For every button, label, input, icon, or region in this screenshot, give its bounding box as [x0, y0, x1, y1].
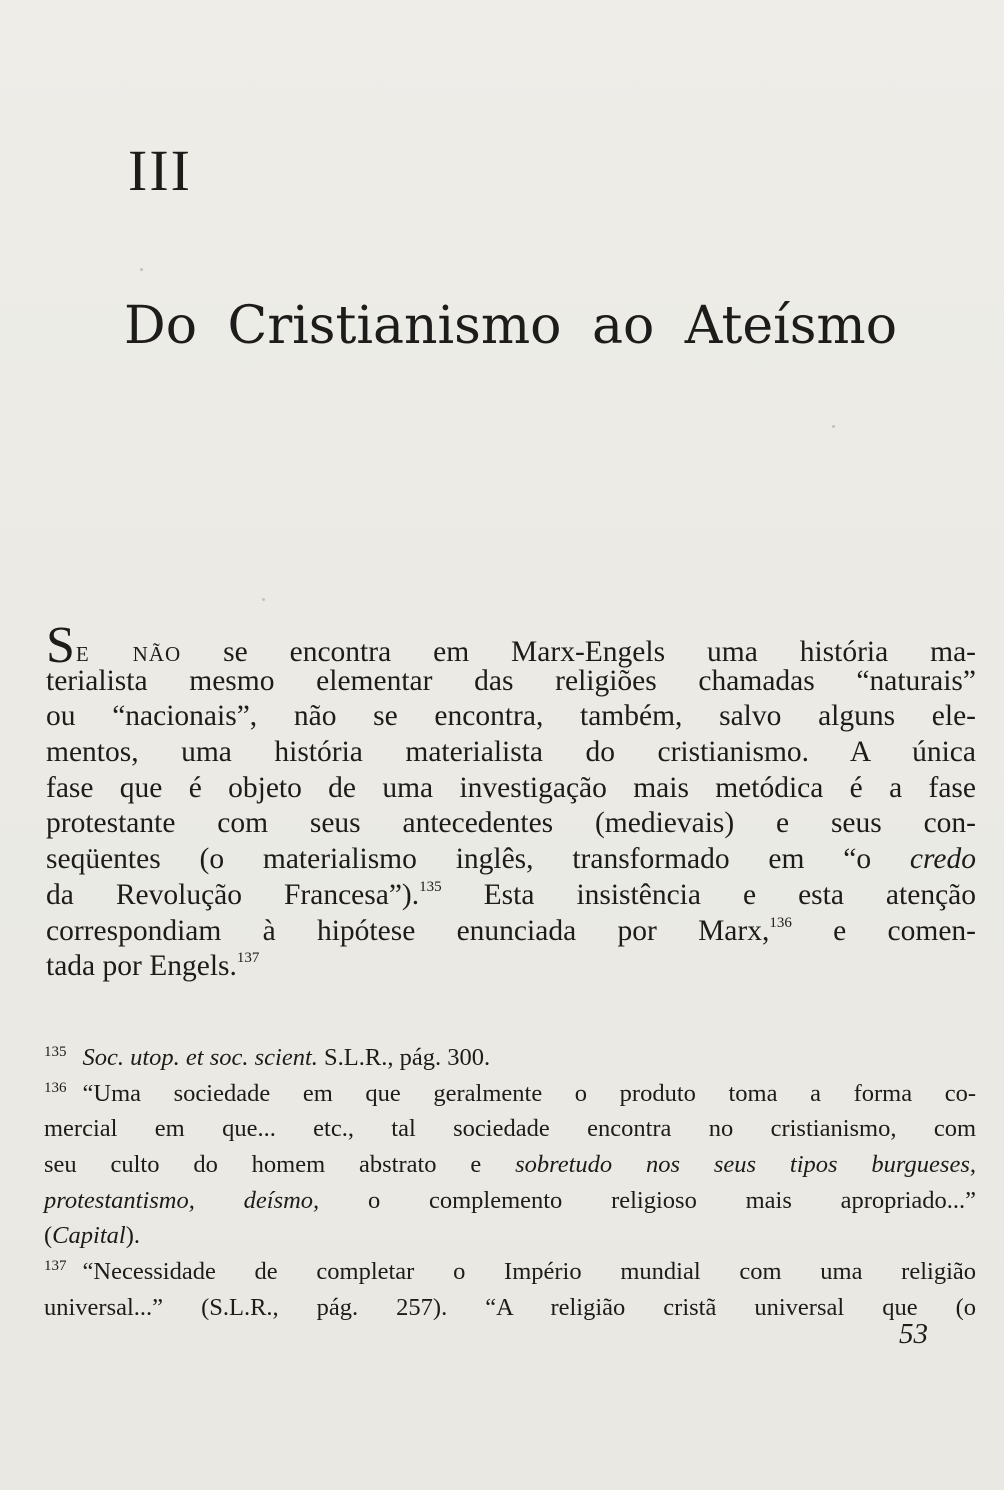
- body-line-6: protestante com seus antecedentes (medievais) e seus con-: [46, 807, 976, 840]
- body-line-1-caps: e não: [75, 636, 182, 668]
- footnote-136-line-3: [44, 1150, 976, 1186]
- drop-cap: S: [46, 617, 75, 674]
- footnote-136-text-1: “Uma sociedade em que geralmente o produto toma a forma co-: [82, 1079, 976, 1107]
- footnote-136-line-1: [44, 1079, 976, 1115]
- body-line-10-text: tada por Engels.: [46, 950, 237, 983]
- body-line-5: fase que é objeto de uma investigação mais metódica é a fase: [46, 771, 976, 804]
- footnote-136-close: ).: [125, 1222, 140, 1250]
- paper-speck: [262, 598, 265, 601]
- body-line-2: terialista mesmo elementar das religiões chamadas “naturais”: [46, 664, 976, 697]
- body-line-7-italic: credo: [909, 843, 976, 876]
- paper-speck: [832, 425, 835, 428]
- footnote-137-text-1: “Necessidade de completar o Império mundial com uma religião: [82, 1258, 976, 1286]
- body-line-7-text: seqüentes (o materialismo inglês, transformado em “o: [46, 843, 910, 876]
- body-line-7: [46, 842, 976, 878]
- footnote-136-line-4: [44, 1186, 976, 1222]
- body-line-8-text-b: Esta insistência e esta atenção: [441, 878, 977, 911]
- chapter-number: III: [128, 138, 192, 203]
- footnote-137-line-1: [44, 1257, 976, 1293]
- footnote-136-text-4: o complemento religioso mais apropriado...”: [319, 1186, 976, 1214]
- footnote-137-line-2: universal...” (S.L.R., pág. 257). “A religião cristã universal que (o: [44, 1293, 976, 1321]
- chapter-title: Do Cristianismo ao Ateísmo: [124, 296, 898, 356]
- footnote-ref-135[interactable]: 135: [419, 878, 442, 895]
- footnote-136-mark: 136: [44, 1079, 67, 1096]
- footnote-136-italic-4: protestantismo, deísmo,: [44, 1186, 320, 1214]
- footnote-135-italic: Soc. utop. et soc. scient.: [82, 1044, 318, 1071]
- footnote-135: [44, 1043, 976, 1079]
- footnote-ref-136[interactable]: 136: [769, 914, 792, 931]
- body-line-9-text: correspondiam à hipótese enunciada por Marx,: [46, 914, 770, 947]
- body-line-1: [46, 617, 976, 674]
- footnote-135-mark: 135: [44, 1044, 67, 1060]
- body-line-8-text: da Revolução Francesa”).: [46, 878, 420, 911]
- footnote-ref-137[interactable]: 137: [236, 950, 260, 967]
- paper-speck: [140, 268, 143, 271]
- footnote-136-line-2: mercial em que... etc., tal sociedade encontra no cristianismo, com: [44, 1115, 976, 1143]
- body-line-1-text: se encontra em Marx-Engels uma história ma-: [181, 636, 976, 668]
- body-line-10: [46, 949, 976, 985]
- body-line-4: mentos, uma história materialista do cristianismo. A única: [46, 736, 976, 769]
- body-line-9-text-b: e comen-: [791, 914, 976, 947]
- body-paragraph: [46, 617, 977, 985]
- footnote-136-italic-5: Capital: [52, 1222, 126, 1250]
- footnote-136-open: (: [44, 1222, 53, 1250]
- body-line-3: ou “nacionais”, não se encontra, também, salvo alguns ele-: [46, 700, 976, 733]
- page-number: 53: [899, 1318, 928, 1350]
- footnote-136-italic-3: sobretudo nos seus tipos burgueses,: [515, 1151, 976, 1179]
- footnote-136-line-5: [44, 1221, 976, 1257]
- body-line-9: [46, 914, 976, 950]
- footnote-135-text: S.L.R., pág. 300.: [317, 1044, 491, 1071]
- footnote-136-text-3: seu culto do homem abstrato e: [44, 1151, 516, 1179]
- footnotes: [44, 1043, 976, 1329]
- body-line-8: [46, 878, 976, 914]
- footnote-137-mark: 137: [44, 1258, 67, 1275]
